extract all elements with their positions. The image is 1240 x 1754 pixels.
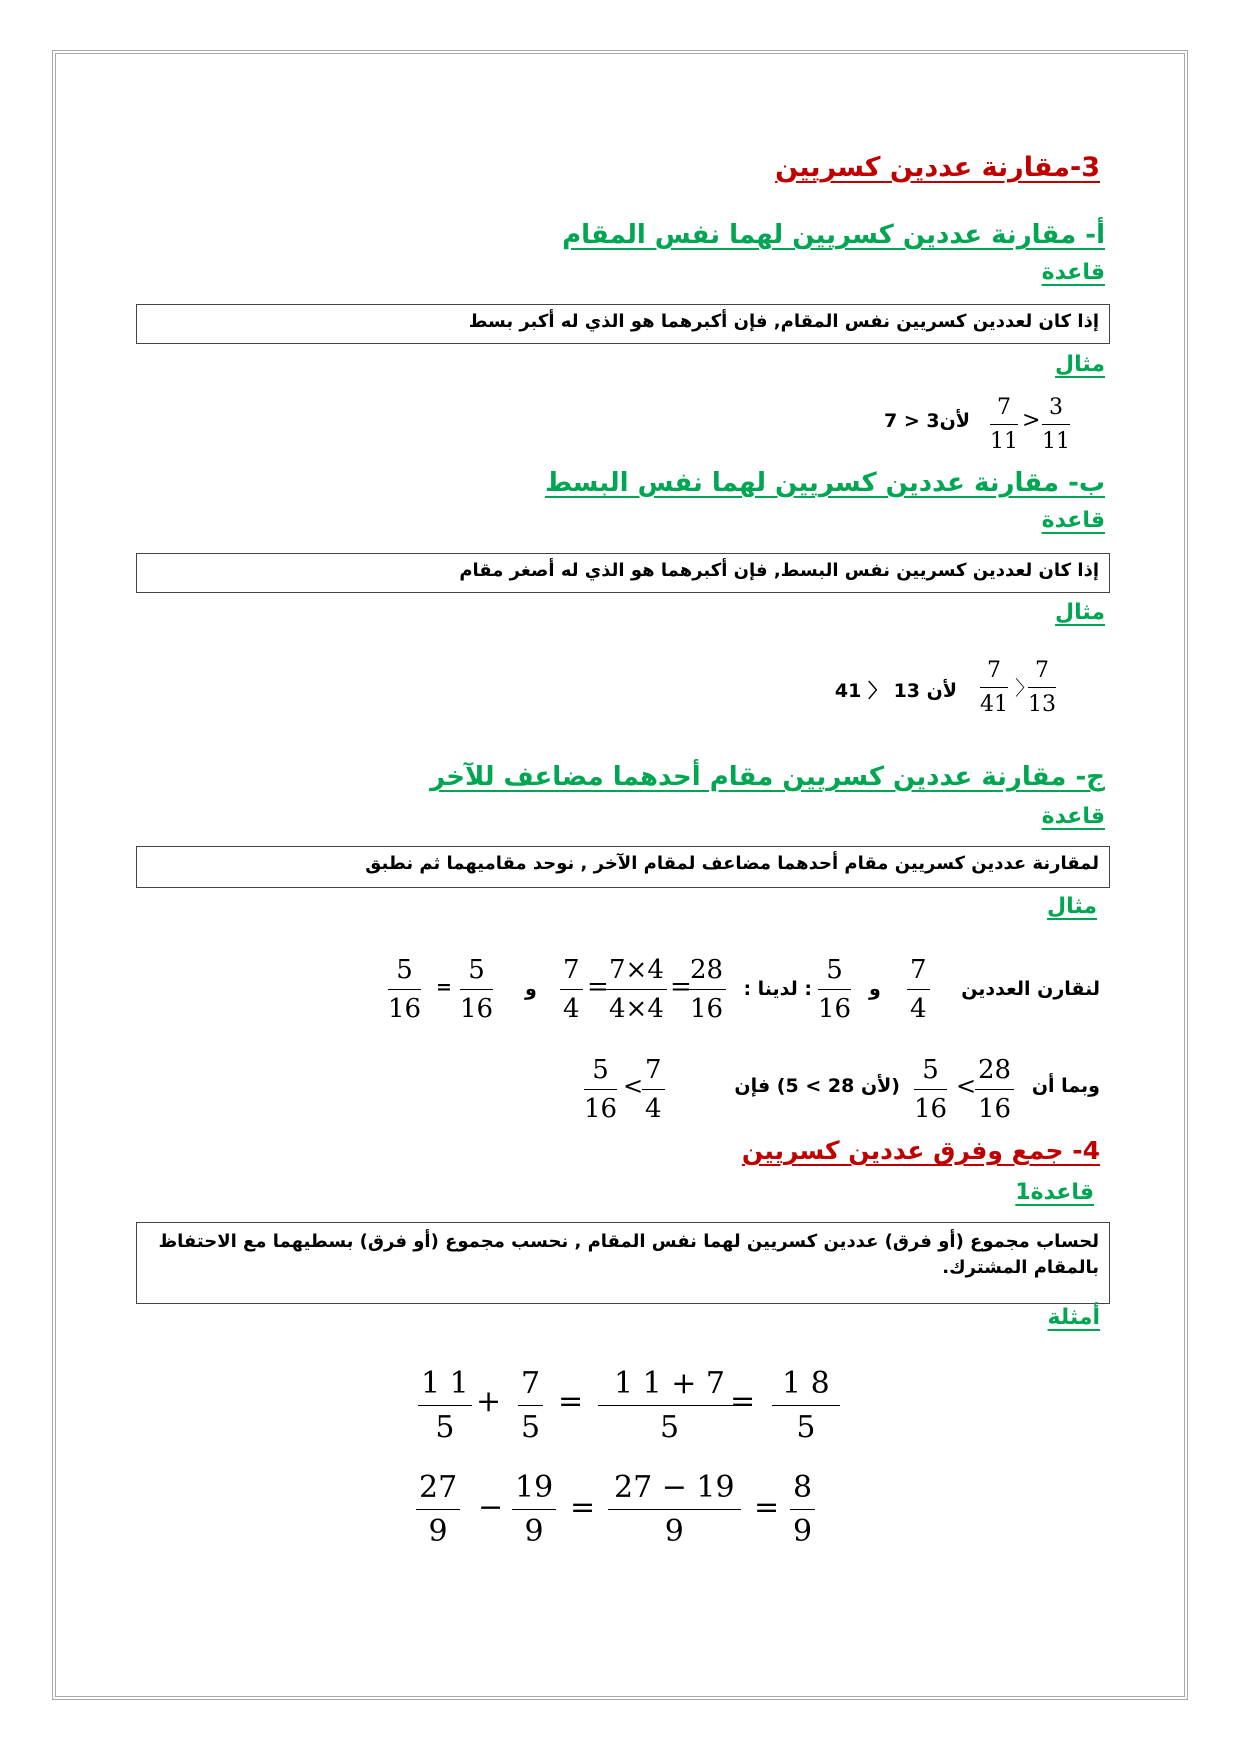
example-label-b: مثال xyxy=(1055,600,1105,625)
fraction-7-4: $\frac{7}{4}$ xyxy=(907,955,930,1024)
subsection-b-title: ب- مقارنة عددين كسريين لهما نفس البسط xyxy=(544,468,1105,498)
section-3-title: 3-مقارنة عددين كسريين xyxy=(775,152,1100,183)
because-text-a: لأن3 < 7 xyxy=(884,410,970,432)
fraction-7-41: $\frac{7}{41}$ xyxy=(980,658,1008,717)
rule-box-4 xyxy=(136,1222,1110,1304)
fraction-3-11: $\frac{3}{11}$ xyxy=(1042,395,1070,454)
fraction-28-16: $\frac{28}{16}$ xyxy=(687,955,726,1024)
rule-label-c: قاعدة xyxy=(1041,804,1105,829)
fraction-5-16: $\frac{5}{16}$ xyxy=(460,955,494,1024)
fraction-5-16: $\frac{5}{16}$ xyxy=(584,1055,618,1124)
rule-text-4: لحساب مجموع (أو فرق) عددين كسريين لهما نفس المقام , نحسب مجموع (أو فرق) بسطيهما مع الاحتفاظ بالمقام المشترك. xyxy=(158,1231,1099,1278)
because-text-c: (لأن 28 > 5) فإن xyxy=(734,1075,900,1097)
rule-label-b: قاعدة xyxy=(1041,508,1105,533)
equals-sign: = xyxy=(754,1490,780,1525)
equals-sign: = xyxy=(587,972,609,1002)
rule-text-b: إذا كان لعددين كسريين نفس البسط, فإن أكبرهما هو الذي له أصغر مقام xyxy=(459,560,1099,581)
rule-box-b xyxy=(136,553,1110,593)
less-than-sign: < xyxy=(956,1072,977,1100)
fraction-5-16: $\frac{5}{16}$ xyxy=(818,955,852,1024)
example-label-c: مثال xyxy=(1047,894,1097,919)
fraction-7x4-4x4: $\frac{7\times 4}{4\times 4}$ xyxy=(606,955,667,1024)
fraction-11-plus-7-over-5: $\frac{1 1 + 7}{5}$ xyxy=(598,1366,741,1445)
fraction-28-16: $\frac{28}{16}$ xyxy=(975,1055,1014,1124)
rule-label-a: قاعدة xyxy=(1041,260,1105,285)
equals-sign: = xyxy=(730,1384,756,1419)
section-4-title: 4- جمع وفرق عددين كسريين xyxy=(741,1136,1100,1165)
equals-sign: = xyxy=(558,1384,584,1419)
fraction-7-11: $\frac{7}{11}$ xyxy=(990,395,1018,454)
equals-sign: = xyxy=(436,976,452,998)
rule-text-c: لمقارنة عددين كسريين مقام أحدهما مضاعف لمقام الآخر , نوحد مقاميهما ثم نطبق xyxy=(365,853,1099,874)
fraction-5-16: $\frac{5}{16}$ xyxy=(914,1055,948,1124)
compare-text: لنقارن العددين xyxy=(961,978,1100,1000)
subsection-a-title: أ- مقارنة عددين كسريين لهما نفس المقام xyxy=(562,220,1105,250)
fraction-7-4: $\frac{7}{4}$ xyxy=(560,955,583,1024)
fraction-7-13: $\frac{7}{13}$ xyxy=(1028,658,1056,717)
since-text: وبما أن xyxy=(1031,1075,1100,1097)
rule-box-a xyxy=(136,304,1110,344)
example-label-a: مثال xyxy=(1055,352,1105,377)
and-text: و xyxy=(525,978,537,1000)
and-text: و xyxy=(869,978,881,1000)
less-than-sign: < xyxy=(623,1072,644,1100)
fraction-5-16: $\frac{5}{16}$ xyxy=(388,955,422,1024)
greater-sign: > xyxy=(1022,408,1041,433)
rule-label-4: قاعدة1 xyxy=(1015,1180,1094,1205)
fraction-7-4: $\frac{7}{4}$ xyxy=(642,1055,665,1124)
subsection-c-title: ج- مقارنة عددين كسريين مقام أحدهما مضاعف للآخر xyxy=(430,762,1105,792)
fraction-8-9: $\frac{8}{9}$ xyxy=(790,1470,815,1549)
we-have-text: : لدينا : xyxy=(743,978,812,1000)
fraction-18-5: $\frac{1 8}{5}$ xyxy=(772,1366,840,1445)
examples-label: أمثلة xyxy=(1047,1305,1100,1330)
equals-sign: = xyxy=(670,972,692,1002)
equals-sign: = xyxy=(570,1490,596,1525)
rule-text-a: إذا كان لعددين كسريين نفس المقام, فإن أكبرهما هو الذي له أكبر بسط xyxy=(468,311,1099,332)
because-text-b: لأن 13 〈 41 xyxy=(834,680,957,702)
fraction-19-9: $\frac{19}{9}$ xyxy=(512,1470,556,1549)
rule-box-c xyxy=(136,846,1110,888)
fraction-27-minus-19-over-9: $\frac{27 - 19}{9}$ xyxy=(608,1470,741,1549)
fraction-7-5: $\frac{7}{5}$ xyxy=(518,1366,543,1445)
plus-sign: + xyxy=(476,1384,502,1419)
minus-sign: − xyxy=(478,1490,504,1525)
fraction-27-9: $\frac{27}{9}$ xyxy=(416,1470,460,1549)
fraction-11-5: $\frac{1 1}{5}$ xyxy=(418,1366,472,1445)
greater-bracket-sign: 〉 xyxy=(1015,676,1035,700)
